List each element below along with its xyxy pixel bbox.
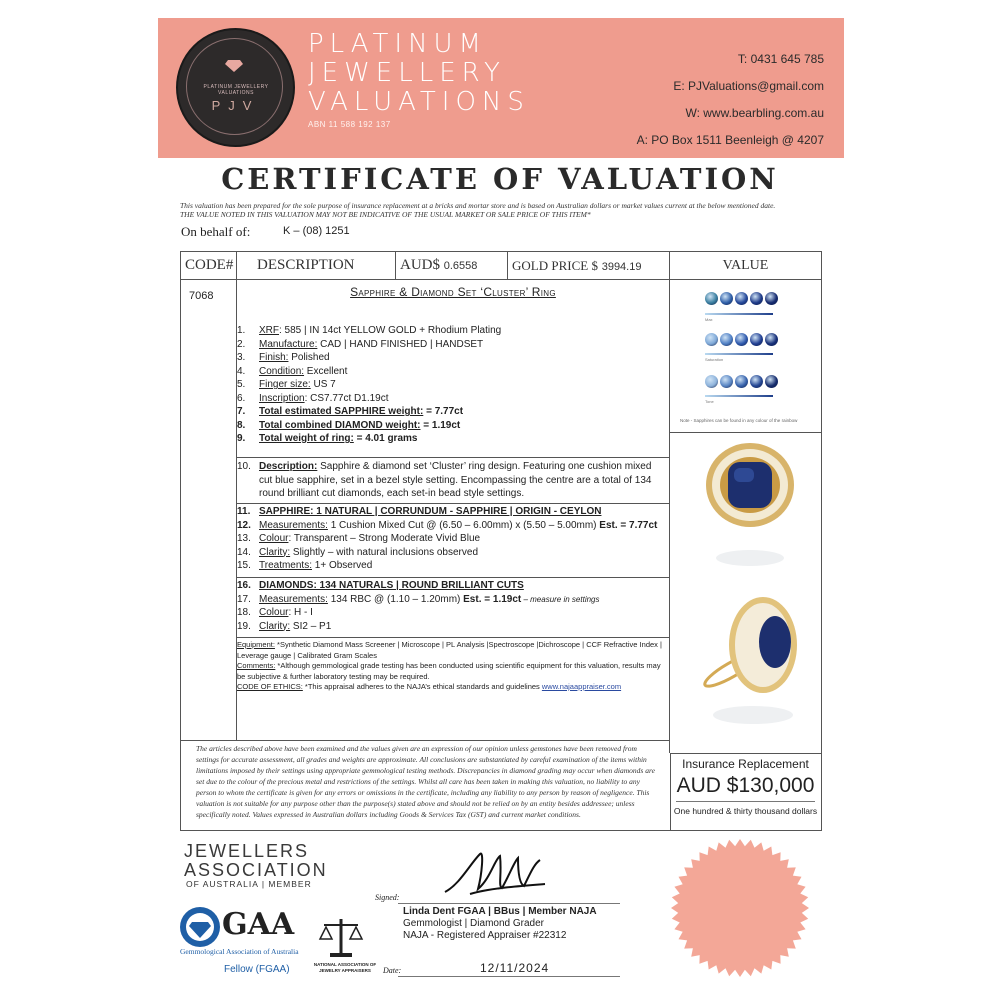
sapphire-swatch [705,333,718,346]
footer-disclaimer: The articles described above have been examined and the values given are an expression of our opinion unless gemstones have been removed from settings for accurate assessment, all grades and weights are approximate. All conclusions are substantiated by careful examination of the items within limitations imposed by their settings using appropriate gemmological testing methods. Discrepancies in diamond grading may occur when diamonds are set due to the colour of the precious metal and restrictions of the settings. Whilst all care has been taken in making this valuation, no liability to any person to whom the certificate is given for any errors or omissions in the certificate, including any liability to any person by reason of negligence. This valuation is not suitable for any purpose other than the purpose(s) stated above and should not be relied on by an entity besides addressee; unless specifically noted. Values expressed in Australian dollars including Goods & Services Tax (GST) and current market conditions. [196,744,655,819]
signer-registration: NAJA - Registered Appraiser #22312 [403,930,567,941]
behalf-label: On behalf of: [181,224,251,239]
colour-note: Note - Sapphires can be found in any colour of the rainbow [680,418,798,423]
list-item: 15. Treatments: 1+ Observed [237,560,373,571]
sapphire-swatch [765,375,778,388]
contact-details [637,46,824,154]
ring-photo-top-view [700,440,800,570]
disclaimer-line-1: This valuation has been prepared for the sole purpose of insurance replacement at a bricks and mortar store and is based on Australian dollars or market values current at the below mentioned date. [180,201,776,210]
comments-line: Comments: *Although gemmological grade testing has been conducted using scientific equipment for this valuation, results may be subjective & further laboratory testing may be required. [237,661,661,681]
insurance-divider [676,801,815,802]
body-divider [181,740,670,741]
colour-scale-bar [705,313,773,315]
sapphire-swatch [750,292,763,305]
phone-number: T: 0431 645 785 [737,52,824,66]
disclaimer-line-2: THE VALUE NOTED IN THIS VALUATION MAY NOT BE INDICATIVE OF THE USUAL MARKET OR SALE PRICE OF THIS ITEM* [180,210,591,219]
pjv-logo [176,28,295,147]
item-code: 7068 [189,290,214,302]
seal-starburst [671,839,809,977]
logo-initials: PJV [211,98,260,113]
value-header: VALUE [722,258,769,273]
section-divider [236,637,669,638]
postal-address: A: PO Box 1511 Beenleigh @ 4207 [636,133,824,147]
aud-value: 0.6558 [443,260,478,272]
naja-link[interactable]: www.najaappraiser.com [541,682,622,691]
sapphire-swatch [735,292,748,305]
gold-label: GOLD PRICE $ [512,258,598,273]
sapphire-details [237,505,667,573]
description-block [237,460,667,501]
section-divider [236,457,669,458]
sapphire-swatch [750,375,763,388]
diamond-details [237,579,667,633]
sapphire-swatch [720,375,733,388]
brand-name [308,30,530,117]
list-item: 3. Finish: Polished [237,352,330,363]
sapphire-swatch [705,292,718,305]
gaa-full-name: Gemmological Association of Australia [180,947,299,956]
abn-number: ABN 11 588 192 137 [308,120,391,129]
list-item: 8. Total combined DIAMOND weight: = 1.19ct [237,419,461,431]
ring-photo-side-view [693,590,803,730]
signer-role: Gemmologist | Diamond Grader [403,918,544,929]
diamond-icon [225,60,243,72]
gold-price-header [508,252,670,279]
list-item: 10. Description: Sapphire & diamond set ‘Cluster’ ring design. Featuring one cushion mixed cut blue sapphire, set in a bezel style setting. Encompassing the centre are a total of 134 round brilliant cut diamonds, each set-in bead style settings. [237,461,652,499]
jaa-member-text: OF AUSTRALIA | MEMBER [186,879,312,889]
section-divider [236,503,669,504]
insurance-value: AUD $130,000 [676,774,815,797]
chart-caption: Saturation [705,357,724,362]
insurance-label: Insurance Replacement [682,757,809,771]
swatch-row [705,292,778,305]
column-divider [669,252,670,753]
jaa-logo-text: JEWELLERS ASSOCIATION [184,841,328,880]
code-header: CODE# [181,252,237,279]
email-address: E: PJValuations@gmail.com [673,79,824,93]
list-item: 16. DIAMONDS: 134 NATURALS | ROUND BRILLIANT CUTS [237,580,524,591]
list-item: 7. Total estimated SAPPHIRE weight: = 7.77ct [237,406,464,417]
naja-scales-icon [318,915,364,959]
list-item: 9. Total weight of ring: = 4.01 grams [237,433,418,444]
top-disclaimer [180,201,830,219]
date-value: 12/11/2024 [480,961,550,975]
item-title: Sapphire & Diamond Set ‘Cluster’ Ring [350,285,556,299]
item-details-list [237,324,667,446]
gaa-logo-text: GAA [222,907,295,942]
swatch-row [705,333,778,346]
signature-line [398,903,620,904]
gaa-fellow-text: Fellow (FGAA) [224,964,290,975]
equipment-notes [237,640,667,693]
signer-name: Linda Dent FGAA | BBus | Member NAJA [403,906,597,917]
header-banner [158,18,844,158]
list-item: 6. Inscription: CS7.77ct D1.19ct [237,392,389,404]
insurance-words: One hundred & thirty thousand dollars [673,806,818,816]
description-header: DESCRIPTION [237,252,396,279]
sapphire-swatch [750,333,763,346]
list-item: 12. Measurements: 1 Cushion Mixed Cut @ (6.50 – 6.00mm) x (5.50 – 5.00mm) Est. = 7.77ct [237,519,658,531]
brand-line: JEWELLERY [308,58,506,88]
gold-value: 3994.19 [601,261,642,273]
certificate-seal [670,838,810,978]
list-item: 5. Finger size: US 7 [237,379,336,390]
brand-line: VALUATIONS [308,87,530,117]
date-label: Date: [383,966,402,975]
signer-details [403,906,597,942]
sapphire-swatch [720,333,733,346]
signed-label: Signed: [375,893,400,902]
equipment-line: Equipment: *Synthetic Diamond Mass Screener | Microscope | PL Analysis |Spectroscope |Dichroscope | CCF Refractive Index | Leverage gauge | Calibrated Gram Scales [237,640,662,660]
chart-caption: Tone [705,399,714,404]
list-item: 19. Clarity: SI2 – P1 [237,620,332,632]
colour-scale-bar [705,395,773,397]
sapphire-swatch [705,375,718,388]
value-divider [670,432,821,433]
ethics-line: CODE OF ETHICS: *This appraisal adheres to the NAJA’s ethical standards and guidelines www.najaappraiser.com [237,682,622,691]
sapphire-swatch [735,375,748,388]
certificate-title: CERTIFICATE OF VALUATION [221,162,779,196]
behalf-value: K – (08) 1251 [283,225,350,237]
naja-logo-text: NATIONAL ASSOCIATION OF JEWELRY APPRAISERS [313,962,377,973]
website-url: W: www.bearbling.com.au [685,106,824,120]
colour-scale-bar [705,353,773,355]
date-line [398,976,620,977]
list-item: 13. Colour: Transparent – Strong Moderate Vivid Blue [237,533,481,544]
chart-caption: Max [705,317,713,322]
section-divider [236,577,669,578]
aud-label: AUD$ [400,257,440,273]
list-item: 11. SAPPHIRE: 1 NATURAL | CORRUNDUM - SAPPHIRE | ORIGIN - CEYLON [237,506,602,517]
sapphire-swatch [765,292,778,305]
list-item: 4. Condition: Excellent [237,365,348,377]
aud-rate-header [396,252,508,279]
brand-line: PLATINUM [308,29,487,59]
sapphire-swatch [765,333,778,346]
list-item: 18. Colour: H - I [237,607,313,618]
gaa-diamond-icon [180,907,220,947]
signature-image [440,844,550,899]
list-item: 17. Measurements: 134 RBC @ (1.10 – 1.20mm) Est. = 1.19ct – measure in settings [237,593,600,605]
list-item: 1. XRF: 585 | IN 14ct YELLOW GOLD + Rhodium Plating [237,325,502,336]
list-item: 2. Manufacture: CAD | HAND FINISHED | HANDSET [237,338,484,350]
list-item: 14. Clarity: Slightly – with natural inclusions observed [237,546,479,558]
sapphire-swatch [735,333,748,346]
sapphire-swatch [720,292,733,305]
logo-ring-text: PLATINUM JEWELLERY VALUATIONS [203,84,269,96]
header-divider [180,279,822,280]
swatch-row [705,375,778,388]
